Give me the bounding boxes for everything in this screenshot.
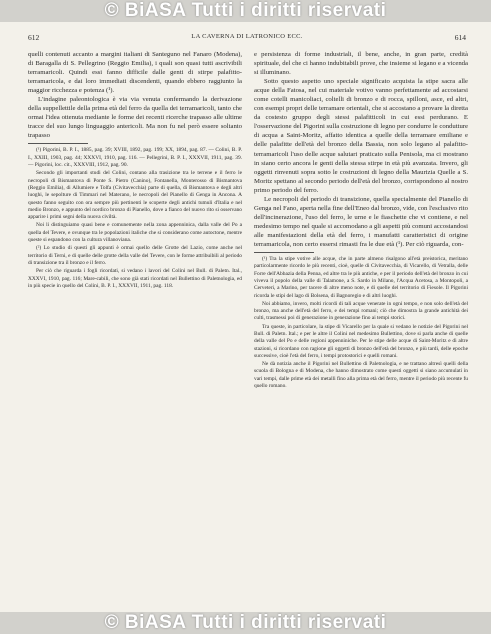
watermark-top: © BiASA Tutti i diritti riservati: [0, 0, 491, 22]
footnote-rule: [254, 252, 314, 253]
footnote: (¹) Tra la stipe votive alle acque, che in parte almeno risalgono all'età preistorica, meritano particolarmente ricordo le più recenti, cioè, quelle di Civitavecchia, di Vicarello, di Vetralla, delle Forre dell'Abbazia della Penna, ed altre tra le più antiche, e per il periodo dell'età del bronzo in cui viveva il popolo della valle di Talamone, a S. Sardo in Milano, l'Acqua Acetosa, a Montopoli, a Cerveteri, a Marino, per tacere di altre meno note, e di quelle del territorio di Fiesole. Il Pigorini ricorda le stipi del lago di Bolsena, di Bagnoregio e di altri luoghi.: [254, 256, 468, 299]
left-footnotes: [28, 147, 242, 290]
left-body-paragraph: quelli contenuti accanto a margini italiani di Santeguno nel Fanaro (Modena), di Baragalla di S. Pellegrino (Reggio Emilia), i quali son quasi tutti ascrivibili terramaricoli. Quindi essi fanno difficile dalle genti di stirpe palafitto-terramaricola, e dai loro immediati discendenti, quando ebbero raggiunto la maggior ricchezza e potenza (¹).: [28, 51, 242, 95]
right-body-paragraph: Le necropoli del periodo di transizione, quella specialmente del Pianello di Genga nel Fano, aperta nella fine dell'Eneo dal bronzo, vide, con l'esclusivo rito dell'incinerazione, l'uso del ferro, le urne e le fiaschette che vi contiene, e nel medesimo tempo nel quale si accomodano a gli aspetti più comuni accostandosi alle manifestazioni della età del ferro, i manufatti caratteristici di origine terramaricola, non certo essersi rimasti fra le due età (¹). Per ciò riguarda, con-: [254, 195, 468, 248]
right-footnotes: [254, 256, 468, 390]
left-column: [28, 50, 242, 598]
page-number-right: 614: [454, 33, 466, 42]
right-column: [254, 50, 468, 598]
footnote: (²) Lo studio di questi gli appunti è ormai quello delle Grotte del Lazio, come anche nel territorio di Terni, e di quelle delle grotte della valle del Tevere, con le forme attribuibili al periodo di transizione tra il bronzo e il ferro.: [28, 245, 242, 266]
footnote: Secondo gli importanti studi del Colini, contano alla trasizione tra le terrene e il ferro le necropoli di Bismantova di Ponte S. Pietro (Canino), Fontanella, Monterosso di Bismantova (Reggio Emilia), di Allumiere e Tolfa (Civitavecchia) parte di quella, di Bismantova e degli altri luoghi, le sepolture di Timmari nel Materano, le necropoli del Pianello di Genga in Ancona. A questo fanno seguito con ora sempre più pertinenti le scoperte degli antichi tumuli d'Italia e nel medio Bronzo, e appunto del nordico bronzo di Pianello, dove a fianco del nuovo rito si osservano apparire i primi segni della nuova civiltà.: [28, 170, 242, 221]
running-title: LA CAVERNA DI LATRONICO ECC.: [191, 33, 303, 40]
footnote: Noi li distinguiamo quasi bene e comunemente nella zona appenninica, dalla valle del Po a quella del Tevere, e ovunque tra le popolazioni italiche che si considerano come autoctone, mentre queste si espandono con la cultura villanoviana.: [28, 222, 242, 244]
watermark-bottom: © BiASA Tutti i diritti riservati: [0, 612, 491, 634]
left-body-paragraph: L'indagine paleontologica è via via venuta confermando la derivazione della suppellettile della prima età del ferro da quella dei terramaricoli, tanto che ormai l'idea ottenuta mediante le forme dei recenti ricerche trapasso alle ultime tracce del suo lungo linguaggio antericoli. Ma non fu nel però essere soltanto trapasso: [28, 96, 242, 140]
footnote: Per ciò che riguarda i fogli ricordati, si vedano i lavori del Colini nel Bull. di Paletn. Ital., XXXVI, 1910, pag. 116; Mare-cabili, che sono già stati ricordati nel Bullettino di Paletnologia, ed in più specie in quello del Colini, B. P. I., XXXVII, 1911, pag. 118.: [28, 268, 242, 289]
right-body-paragraph: Sotto questo aspetto uno speciale significato acquista la stipe sacra alle acque della Fatosa, nel cui materiale votivo vanno perfettamente ad accostarsi come cotelli manicoliaci, coltelli di bronzo e di rocca, spilloni, asce, ed altri, con esempi propri delle terramare orientali, che si accostano a provare la diretta da costesto gruppo degli stessi palafitticoli in cui essi perdurano. E l'osservazione del Pigorini sulla costruzione di legno per condurre le condutture di acqua a Saint-Moritz, affatto identica a quelle della terramare emiliane e delle palafitte dell'età del bronzo della Bassia, non solo legano al palafitto-terramaricoli l'uso delle acque salutari praticato sulla Penisola, ma ci mostrano in siano certo ancora le genti della stessa stirpe in età più avanzata. Invero, gli oggetti rinvenuti sopra sotto le costruzioni di legno della Maurizia Quelle a S. Moritz spettano al secondo periodo dell'età del bronzo, corrispondono al nostro primo periodo del ferro.: [254, 78, 468, 194]
page-header: [28, 33, 466, 45]
right-body-paragraph: e persistenza di forme industriali, il bene, anche, in gran parte, credità spirituale, del che ci hanno indubitabili prove, che insieme si legano e a vicenda si illuminano.: [254, 51, 468, 77]
footnote: Ne dà notizia anche il Pigorini nel Bullettino di Paletnologia, e ne trattano altresì quelli della scuola di Bologna e di Modena, che hanno dimostrato come questi oggetti si siano accumulati in vari tempi, dalle prime età dei metalli fino alla prima età del ferro, mentre il periodo più recente fu quello romano.: [254, 361, 468, 390]
footnote: (¹) Pigorini, B. P. I., 1885, pag. 39; XVIII, 1892, pag. 199; XX, 1894, pag. 87. — Colini, B. P. I., XXIII, 1903, pag. 44; XXXVI, 1910, pag. 116. — Pellegrini, B. P. I., XXXVII, 1911, pag. 39. — Pigorini, loc. cit., XXXVIII, 1912, pag. 90.: [28, 147, 242, 169]
footnote: Noi abbiamo, invero, molti ricordi di tali acque venerate in ogni tempo, e non solo dell'età del bronzo, ma anche dell'età del ferro, e dei tempi romani; ciò che dimostra la grande antichità dei culti, trasmessi poi di generazione in generazione fino ai tempi storici.: [254, 300, 468, 322]
page-number-left: 612: [28, 33, 40, 42]
footnote: Tra queste, in particolare, la stipe di Vicarello per la quale si vedano le notizie del Pigorini nel Bull. di Paletn. Ital.; e per le altre il Colini nel medesimo Bullettino, dove si parla anche di quelle della valle del Po e delle regioni appenniniche. Per le stipe delle acque di Saint-Moritz e di altre stazioni, si ricordano con ragione gli oggetti di bronzo dell'età del bronzo, e più tardi, delle epoche successive, cioè l'età del ferro, i tempi protostorici e quelli romani.: [254, 323, 468, 359]
footnote-rule: [28, 143, 88, 144]
